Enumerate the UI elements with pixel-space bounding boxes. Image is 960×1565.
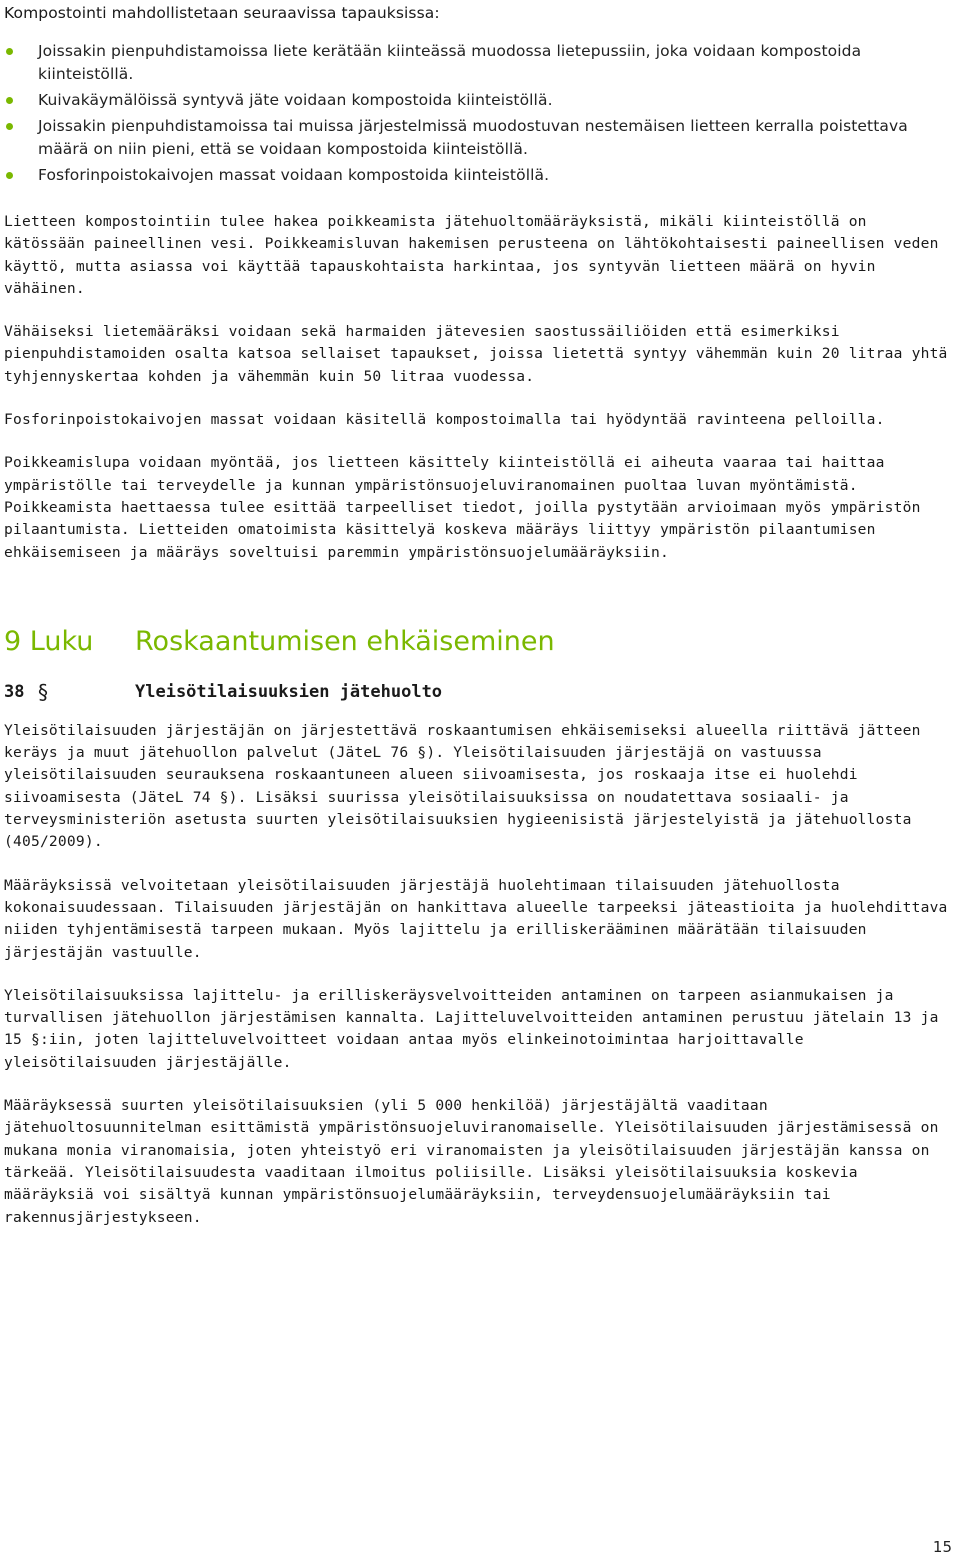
paragraph: Vähäiseksi lietemääräksi voidaan sekä harmaiden jätevesien saostussäiliöiden että esimerkiksi pienpuhdistamoiden osalta katsoa sellaiset tapaukset, joissa lietettä syntyy vähemmän kuin 20 litraa yhtä tyhjennyskertaa kohden ja vähemmän kuin 50 litraa vuodessa. xyxy=(4,323,948,385)
list-item xyxy=(4,40,956,86)
bullet-icon xyxy=(6,48,13,55)
list-item xyxy=(4,115,956,161)
bullet-icon xyxy=(6,123,13,130)
page-number: 15 xyxy=(932,1538,952,1556)
section-sign: § xyxy=(38,679,48,704)
document-page xyxy=(4,0,956,1250)
bullet-list xyxy=(4,40,956,187)
bullet-icon xyxy=(6,97,13,104)
bullet-text: Joissakin pienpuhdistamoissa liete kerätään kiinteässä muodossa lietepussiin, joka voidaan kompostoida kiinteistöllä. xyxy=(38,42,862,83)
paragraph: Lietteen kompostointiin tulee hakea poikkeamista jätehuoltomääräyksistä, mikäli kiinteistöllä on kätössään paineellinen vesi. Poikkeamisluvan hakemisen perusteena on lähtökohtaisesti paineellisen veden käyttö, mutta asiassa voi käyttää tapauskohtaista harkintaa, jos syntyvän lietteen määrä on hyvin vähäinen. xyxy=(4,213,939,297)
intro-text: Kompostointi mahdollistetaan seuraavissa tapauksissa: xyxy=(4,4,440,22)
chapter-number: 9 Luku xyxy=(4,625,94,657)
section-heading xyxy=(4,674,956,710)
list-item xyxy=(4,164,956,187)
paragraph: Yleisötilaisuuden järjestäjän on järjestettävä roskaantumisen ehkäisemiseksi alueella riittävä jätteen keräys ja muut jätehuollon palvelut (JäteL 76 §). Yleisötilaisuuden järjestäjä on vastuussa yleisötilaisuuden seurauksena roskaantuneen alueen siivoamisesta, jos roskaaja itse ei huolehdi siivoamisesta (JäteL 74 §). Lisäksi suurissa yleisötilaisuuksissa on noudatettava sosiaali- ja terveysministeriön asetusta suurten yleisötilaisuuksien hygieenisistä järjestelyistä ja jätehuollosta (405/2009). xyxy=(4,721,921,851)
bullet-icon xyxy=(6,172,13,179)
section-title: Yleisötilaisuuksien jätehuolto xyxy=(135,681,443,702)
bullet-text: Kuivakäymälöissä syntyvä jäte voidaan kompostoida kiinteistöllä. xyxy=(38,91,553,109)
chapter-heading xyxy=(4,624,956,660)
paragraph: Määräyksessä suurten yleisötilaisuuksien (yli 5 000 henkilöä) järjestäjältä vaaditaan jätehuoltosuunnitelman esittämistä ympäristönsuojeluviranomaiselle. Yleisötilaisuuden järjestämisessä on mukana monia viranomaisia, joten yhteistyö eri viranomaisten ja yleisötilaisuuden järjestäjän kanssa on tärkeää. Yleisötilaisuudesta vaaditaan ilmoitus poliisille. Lisäksi yleisötilaisuuksia koskevia määräyksiä voi sisältyä kunnan ympäristönsuojelumääräyksiin, terveydensuojelumääräyksiin tai rakennusjärjestykseen. xyxy=(4,1097,939,1226)
paragraph: Fosforinpoistokaivojen massat voidaan käsitellä kompostoimalla tai hyödyntää ravinteena pelloilla. xyxy=(4,411,885,429)
paragraph: Poikkeamislupa voidaan myöntää, jos lietteen käsittely kiinteistöllä ei aiheuta vaaraa tai haittaa ympäristölle tai terveydelle ja kunnan ympäristönsuojeluviranomainen puoltaa luvan myöntämistä. Poikkeamista haettaessa tulee esittää tarpeelliset tiedot, joilla pystytään arvioimaan myös ympäristön pilaantumista. Lietteiden omatoimista käsittelyä koskeva määräys liittyy ympäristön pilaantumisen ehkäisemiseen ja määräys soveltuisi paremmin ympäristönsuojelumääräyksiin. xyxy=(4,454,921,561)
bullet-text: Joissakin pienpuhdistamoissa tai muissa järjestelmissä muodostuvan nestemäisen lietteen kerralla poistettava määrä on niin pieni, että se voidaan kompostoida kiinteistöllä. xyxy=(38,117,908,158)
paragraph: Määräyksissä velvoitetaan yleisötilaisuuden järjestäjä huolehtimaan tilaisuuden jätehuollosta kokonaisuudessaan. Tilaisuuden järjestäjän on hankittava alueelle tarpeeksi jäteastioita ja huolehdittava niiden tyhjentämisestä tarpeen mukaan. Myös lajittelu ja erilliskerääminen määrätään tilaisuuden järjestäjän vastuulle. xyxy=(4,876,948,961)
section-number: 38 xyxy=(4,681,25,702)
bullet-text: Fosforinpoistokaivojen massat voidaan kompostoida kiinteistöllä. xyxy=(38,166,550,184)
list-item xyxy=(4,89,956,112)
chapter-title: Roskaantumisen ehkäiseminen xyxy=(135,625,555,657)
paragraph: Yleisötilaisuuksissa lajittelu- ja erilliskeräysvelvoitteiden antaminen on tarpeen asianmukaisen ja turvallisen jätehuollon järjestämisen kannalta. Lajitteluvelvoitteiden antaminen perustuu jätelain 13 ja 15 §:iin, joten lajitteluvelvoitteet voidaan antaa myös elinkeinotoimintaa harjoittavalle yleisötilaisuuden järjestäjälle. xyxy=(4,986,939,1071)
